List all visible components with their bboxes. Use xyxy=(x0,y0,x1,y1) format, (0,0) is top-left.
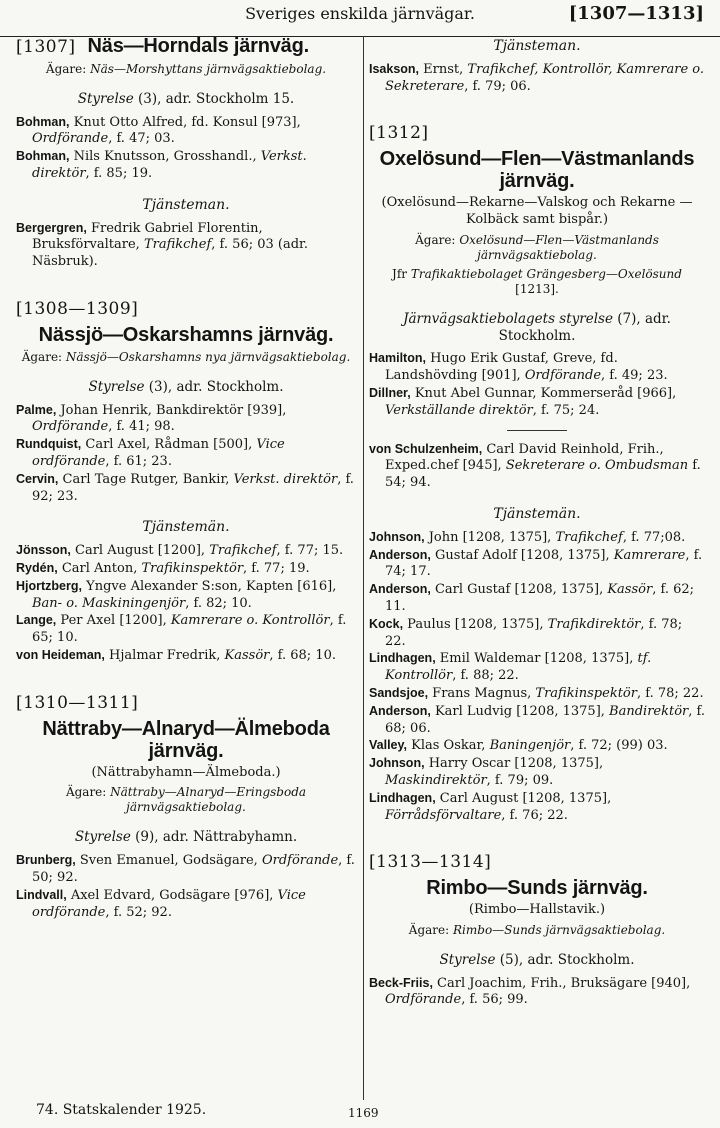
left-column xyxy=(16,35,356,921)
staff-heading: Tjänsteman. xyxy=(493,38,581,54)
person-entry: Lange, Per Axel [1200], Kamrerare o. Kontrollör, f. 65; 10. xyxy=(16,613,347,646)
person-entry: Beck-Friis, Carl Joachim, Frih., Bruksägare [940], Ordförande, f. 56; 99. xyxy=(369,975,691,1008)
section-1313-heading xyxy=(369,854,705,899)
staff-heading: Tjänsteman. xyxy=(142,196,230,213)
section-number: [1308—1309] xyxy=(16,298,139,319)
section-number: [1312] xyxy=(369,123,429,144)
person-entry: Anderson, Karl Ludvig [1208, 1375], Bandirektör, f. 68; 06. xyxy=(369,703,706,736)
person-entry: Hjortzberg, Yngve Alexander S:son, Kapten [616], Ban- o. Maskiningenjör, f. 82; 10. xyxy=(16,578,337,611)
staff-heading: Tjänstemän. xyxy=(142,519,230,536)
right-column xyxy=(369,38,705,1009)
page-header xyxy=(0,0,720,37)
section-number: [1307] xyxy=(16,37,76,57)
person-entry: Anderson, Carl Gustaf [1208, 1375], Kassör, f. 62; 11. xyxy=(369,582,695,614)
board-heading: Järnvägsaktiebolagets styrelse (7), adr. Stockholm. xyxy=(403,310,671,344)
board-heading: Styrelse (9), adr. Nättrabyhamn. xyxy=(74,829,298,846)
person-entry: von Heideman, Hjalmar Fredrik, Kassör, f. 68; 10. xyxy=(16,647,336,663)
page-number: 1169 xyxy=(348,1106,379,1120)
column-divider xyxy=(363,36,364,1100)
owner-line: Ägare: Nättraby—Alnaryd—Eringsboda järnvägsaktiebolag. xyxy=(65,785,307,815)
person-entry: Isakson, Ernst, Trafikchef, Kontrollör, Kamrerare o. Sekreterare, f. 79; 06. xyxy=(369,61,705,94)
person-entry: Bohman, Knut Otto Alfred, fd. Konsul [973], Ordförande, f. 47; 03. xyxy=(16,114,301,147)
section-1310-heading xyxy=(16,692,356,762)
section-1307-heading xyxy=(16,35,356,58)
person-entry: Dillner, Knut Abel Gunnar, Kommerseråd [966], Verkställande direktör, f. 75; 24. xyxy=(369,385,677,418)
person-entry: Johnson, Harry Oscar [1208, 1375], Maskindirektör, f. 79; 09. xyxy=(369,756,604,788)
person-entry: Lindvall, Axel Edvard, Godsägare [976], Vice ordförande, f. 52; 92. xyxy=(16,887,306,920)
page-footer xyxy=(0,1100,720,1128)
section-number: [1313—1314] xyxy=(369,852,492,873)
person-entry: Bohman, Nils Knutsson, Grosshandl., Verkst. direktör, f. 85; 19. xyxy=(16,149,307,181)
owner-line: Ägare: Nässjö—Oskarshamns nya järnvägsaktiebolag. xyxy=(21,349,351,364)
person-entry: Lindhagen, Emil Waldemar [1208, 1375], tf. Kontrollör, f. 88; 22. xyxy=(369,651,652,684)
board-heading: Styrelse (3), adr. Stockholm 15. xyxy=(77,90,295,107)
person-entry: Sandsjoe, Frans Magnus, Trafikinspektör, f. 78; 22. xyxy=(369,685,704,701)
section-title: Nässjö—Oskarshamns järnväg. xyxy=(38,323,334,346)
section-1308-heading xyxy=(16,298,356,346)
route-line: (Oxelösund—Rekarne—Valskog och Rekarne —Kolbäck samt bispår.) xyxy=(381,195,693,227)
person-entry: Johnson, John [1208, 1375], Trafikchef, f. 77;08. xyxy=(369,529,686,545)
separator-rule xyxy=(507,430,567,431)
person-entry: Hamilton, Hugo Erik Gustaf, Greve, fd. Landshövding [901], Ordförande, f. 49; 23. xyxy=(369,351,668,384)
section-title: Rimbo—Sunds järnväg. xyxy=(426,877,648,900)
owner-line: Ägare: Rimbo—Sunds järnvägsaktiebolag. xyxy=(408,922,666,937)
person-entry: Palme, Johan Henrik, Bankdirektör [939], Ordförande, f. 41; 98. xyxy=(16,402,287,435)
board-heading: Styrelse (3), adr. Stockholm. xyxy=(88,378,284,395)
route-line: (Nättrabyhamn—Älmeboda.) xyxy=(91,764,281,780)
person-entry: Bergergren, Fredrik Gabriel Florentin, Bruksförvaltare, Trafikchef, f. 56; 03 (adr. Näsbruk). xyxy=(16,220,308,270)
person-entry: Anderson, Gustaf Adolf [1208, 1375], Kamrerare, f. 74; 17. xyxy=(369,547,703,580)
person-entry: Valley, Klas Oskar, Baningenjör, f. 72; (99) 03. xyxy=(369,738,668,754)
person-entry: Rydén, Carl Anton, Trafikinspektör, f. 77; 19. xyxy=(16,560,310,576)
person-entry: Lindhagen, Carl August [1208, 1375], Förrådsförvaltare, f. 76; 22. xyxy=(369,790,612,823)
section-number: [1310—1311] xyxy=(16,692,139,713)
running-title: Sveriges enskilda järnvägar. xyxy=(245,4,475,23)
board-heading: Styrelse (5), adr. Stockholm. xyxy=(439,951,635,968)
section-title: Nättraby—Alnaryd—Älmeboda järnväg. xyxy=(42,717,330,762)
person-entry: Jönsson, Carl August [1200], Trafikchef, f. 77; 15. xyxy=(16,543,344,559)
footer-source: 74. Statskalender 1925. xyxy=(36,1102,207,1118)
owner-line: Ägare: Näs—Morshyttans järnvägsaktiebolag. xyxy=(45,61,327,76)
person-entry: von Schulzenheim, Carl David Reinhold, Frih., Exped.chef [945], Sekreterare o. Ombudsman f. 54; 94. xyxy=(369,441,701,491)
person-entry: Cervin, Carl Tage Rutger, Bankir, Verkst. direktör, f. 92; 23. xyxy=(16,471,354,504)
section-title: Oxelösund—Flen—Västmanlands järnväg. xyxy=(379,148,695,193)
route-line: (Rimbo—Hallstavik.) xyxy=(468,902,606,918)
person-entry: Rundquist, Carl Axel, Rådman [500], Vice ordförande, f. 61; 23. xyxy=(16,437,285,469)
reference-line: Jfr Trafikaktiebolaget Grängesberg—Oxelösund [1213]. xyxy=(392,266,682,296)
staff-heading: Tjänstemän. xyxy=(493,505,581,522)
person-entry: Brunberg, Sven Emanuel, Godsägare, Ordförande, f. 50; 92. xyxy=(16,853,355,885)
section-title: Näs—Horndals järnväg. xyxy=(87,35,309,57)
section-range: [1307—1313] xyxy=(568,3,704,24)
section-1312-heading xyxy=(369,125,705,192)
owner-line: Ägare: Oxelösund—Flen—Västmanlands järnvägsaktiebolag. xyxy=(415,232,659,262)
person-entry: Kock, Paulus [1208, 1375], Trafikdirektör, f. 78; 22. xyxy=(369,616,683,649)
